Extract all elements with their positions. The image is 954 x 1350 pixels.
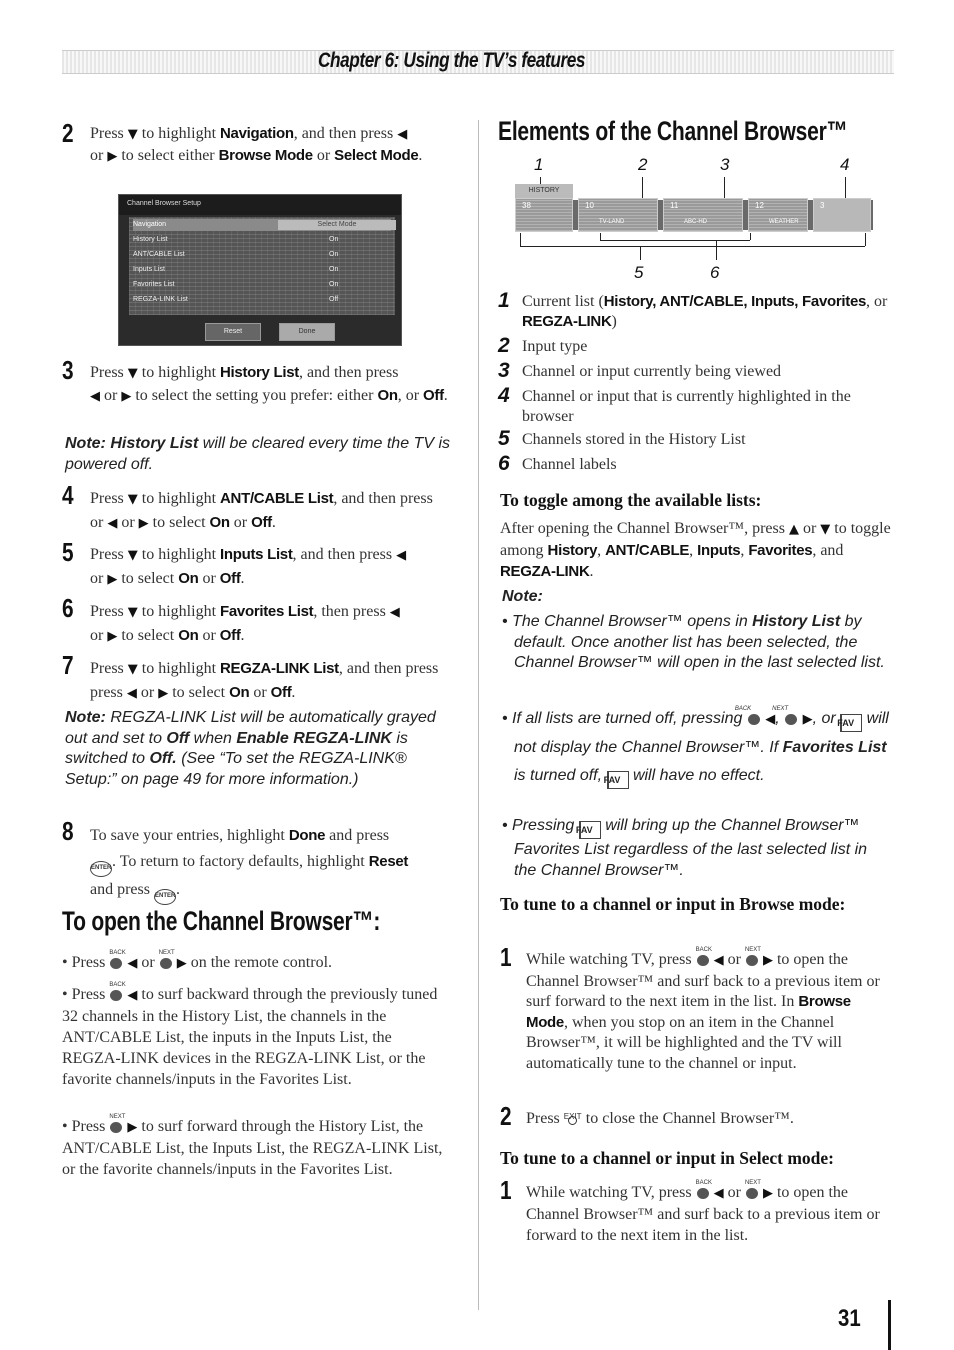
- step-number: 2: [500, 1101, 512, 1131]
- browse-mode-heading: To tune to a channel or input in Browse mode:: [500, 894, 846, 914]
- callout-2: 2: [638, 155, 648, 174]
- right-arrow-icon: ▶: [107, 149, 118, 164]
- callout-4: 4: [840, 155, 850, 174]
- done-button[interactable]: Done: [279, 323, 335, 341]
- step-4-text: Press ▼ to highlight ANT/CABLE List, and then press or ◀ or ▶ to select On or Off.: [90, 490, 433, 531]
- elements-heading: Elements of the Channel Browser™: [498, 116, 848, 146]
- step-7-text: Press ▼ to highlight REGZA-LINK List, and then press press ◀ or ▶ to select On or Off.: [90, 660, 439, 701]
- back-button-icon: BACK: [696, 951, 710, 967]
- step-number: 5: [62, 537, 74, 567]
- browser-item: 12 WEATHER: [748, 198, 808, 232]
- note-history-list: Note: History List will be cleared every time the TV is powered off.: [65, 435, 450, 473]
- channel-browser-setup-screen: [118, 194, 402, 346]
- open-bullet-2: • Press BACK ◀ to surf backward through the previously tuned 32 channels in the History List, the channels in the ANT/CABLE List, the inputs in the Inputs List, the REGZA-LINK devices in the REGZA-LINK List, or the favorite channels/inputs in the Favorites List.: [62, 982, 438, 1088]
- toggle-heading: To toggle among the available lists:: [500, 490, 762, 510]
- left-arrow-icon: ◀: [397, 127, 408, 142]
- browser-item: 10 TV-LAND: [578, 198, 658, 232]
- setup-row[interactable]: Inputs List On: [133, 266, 339, 273]
- step-5-text: Press ▼ to highlight Inputs List, and then press ◀ or ▶ to select On or Off.: [90, 546, 407, 587]
- chapter-title: Chapter 6: Using the TV’s features: [318, 49, 586, 72]
- step-2-text: Press ▼ to highlight Navigation, and then press ◀ or ▶ to select either Browse Mode or Select Mode.: [90, 125, 423, 164]
- reset-button[interactable]: Reset: [205, 323, 261, 341]
- step-number: 6: [62, 593, 74, 623]
- step-number: 1: [500, 942, 512, 972]
- next-button-icon: NEXT: [745, 951, 759, 967]
- select-step-1-text: While watching TV, press BACK ◀ or NEXT ▶ to open the Channel Browser™ and surf back to a previous item or forward to the next item in the list.: [526, 1180, 880, 1244]
- channel-browser-diagram: [510, 155, 880, 285]
- open-bullet-3: • Press NEXT ▶ to surf forward through the History List, the ANT/CABLE List, the Inputs List, the REGZA-LINK List, or the favorite channels/inputs in the Favorites List.: [62, 1114, 443, 1178]
- setup-titlebar: Channel Browser Setup: [119, 195, 401, 215]
- setup-menu: [129, 217, 395, 315]
- next-button-icon: NEXT: [159, 954, 173, 970]
- browser-item: 38: [515, 198, 573, 232]
- callout-1: 1: [534, 155, 544, 174]
- down-arrow-icon: ▼: [127, 127, 138, 142]
- note-bullet-3: • Pressing FAV will bring up the Channel Browser™ Favorites List regardless of the last selected list in the Channel Browser™.: [502, 817, 868, 879]
- fav-button-icon: FAV: [840, 714, 862, 732]
- fav-button-icon: FAV: [579, 821, 601, 839]
- callout-3: 3: [720, 155, 730, 174]
- exit-button-icon: EXIT: [564, 1108, 582, 1126]
- next-button-icon: NEXT: [745, 1184, 759, 1200]
- step-number: 4: [62, 480, 74, 510]
- browser-item-highlighted: 3: [813, 198, 871, 232]
- step-number: 8: [62, 816, 74, 846]
- open-bullet-1: • Press BACK ◀ or NEXT ▶ on the remote control.: [62, 950, 333, 971]
- back-button-icon: BACK: [747, 710, 761, 726]
- note-label: Note:: [502, 588, 543, 605]
- step-number: 1: [500, 1175, 512, 1205]
- note-bullet-1: • The Channel Browser™ opens in History List by default. Once another list has been selected, the Channel Browser™ will open in the last selected list.: [502, 613, 885, 671]
- setup-row[interactable]: REGZA-LINK List Off: [133, 296, 339, 303]
- select-mode-heading: To tune to a channel or input in Select mode:: [500, 1148, 834, 1168]
- next-button-icon: NEXT: [784, 710, 798, 726]
- page-number: 31: [838, 1305, 861, 1332]
- setup-row[interactable]: History List On: [133, 236, 339, 243]
- open-browser-heading: To open the Channel Browser™:: [62, 906, 381, 936]
- step-3-text: Press ▼ to highlight History List, and then press ◀ or ▶ to select the setting you prefer: either On, or Off.: [90, 364, 448, 404]
- step-number: 2: [62, 118, 74, 148]
- back-button-icon: BACK: [696, 1184, 710, 1200]
- browse-step-1-text: While watching TV, press BACK ◀ or NEXT ▶ to open the Channel Browser™ and surf back to a previous item or surf forward to the next item in the list. In Browse Mode, when you stop on an item in the Channel Browser™, it will be highlighted and the TV will automatically tune to the channel or input.: [526, 947, 880, 1072]
- note-bullet-2: • If all lists are turned off, pressing BACK ◀, NEXT ▶, or FAV will not display the Channel Browser™. If Favorites List is turned off, FAV will have no effect.: [500, 705, 892, 790]
- step-number: 7: [62, 650, 74, 680]
- step-6-text: Press ▼ to highlight Favorites List, then press ◀ or ▶ to select On or Off.: [90, 603, 400, 644]
- note-regza-link: Note: REGZA-LINK List will be automatically grayed out and set to Off when Enable REGZA-LINK is switched to Off. (See “To set the REGZA-LINK® Setup:” on page 49 for more information.): [65, 709, 436, 788]
- page-rule: [888, 1300, 891, 1350]
- enter-button-icon: ENTER: [154, 889, 176, 905]
- toggle-text: After opening the Channel Browser™, press ▲ or ▼ to toggle among History, ANT/CABLE, Inputs, Favorites, and REGZA-LINK.: [500, 520, 891, 580]
- fav-button-icon: FAV: [607, 771, 629, 789]
- next-button-icon: NEXT: [109, 1118, 123, 1134]
- back-button-icon: BACK: [109, 954, 123, 970]
- browser-item: 11 ABC-HD: [663, 198, 743, 232]
- enter-button-icon: ENTER: [90, 861, 112, 877]
- setup-row[interactable]: ANT/CABLE List On: [133, 251, 339, 258]
- step-number: 3: [62, 355, 74, 385]
- setup-row-navigation[interactable]: Navigation Select Mode: [133, 219, 391, 231]
- current-list-label: HISTORY: [515, 184, 573, 198]
- step-8-text: To save your entries, highlight Done and press ENTER. To return to factory defaults, highlight Reset and press ENTER.: [90, 823, 456, 905]
- setup-row[interactable]: Favorites List On: [133, 281, 339, 288]
- callout-5: 5: [634, 263, 644, 282]
- callout-6: 6: [710, 263, 720, 282]
- column-divider: [478, 120, 479, 1310]
- browse-step-2-text: Press EXIT to close the Channel Browser™.: [526, 1110, 794, 1127]
- back-button-icon: BACK: [109, 986, 123, 1002]
